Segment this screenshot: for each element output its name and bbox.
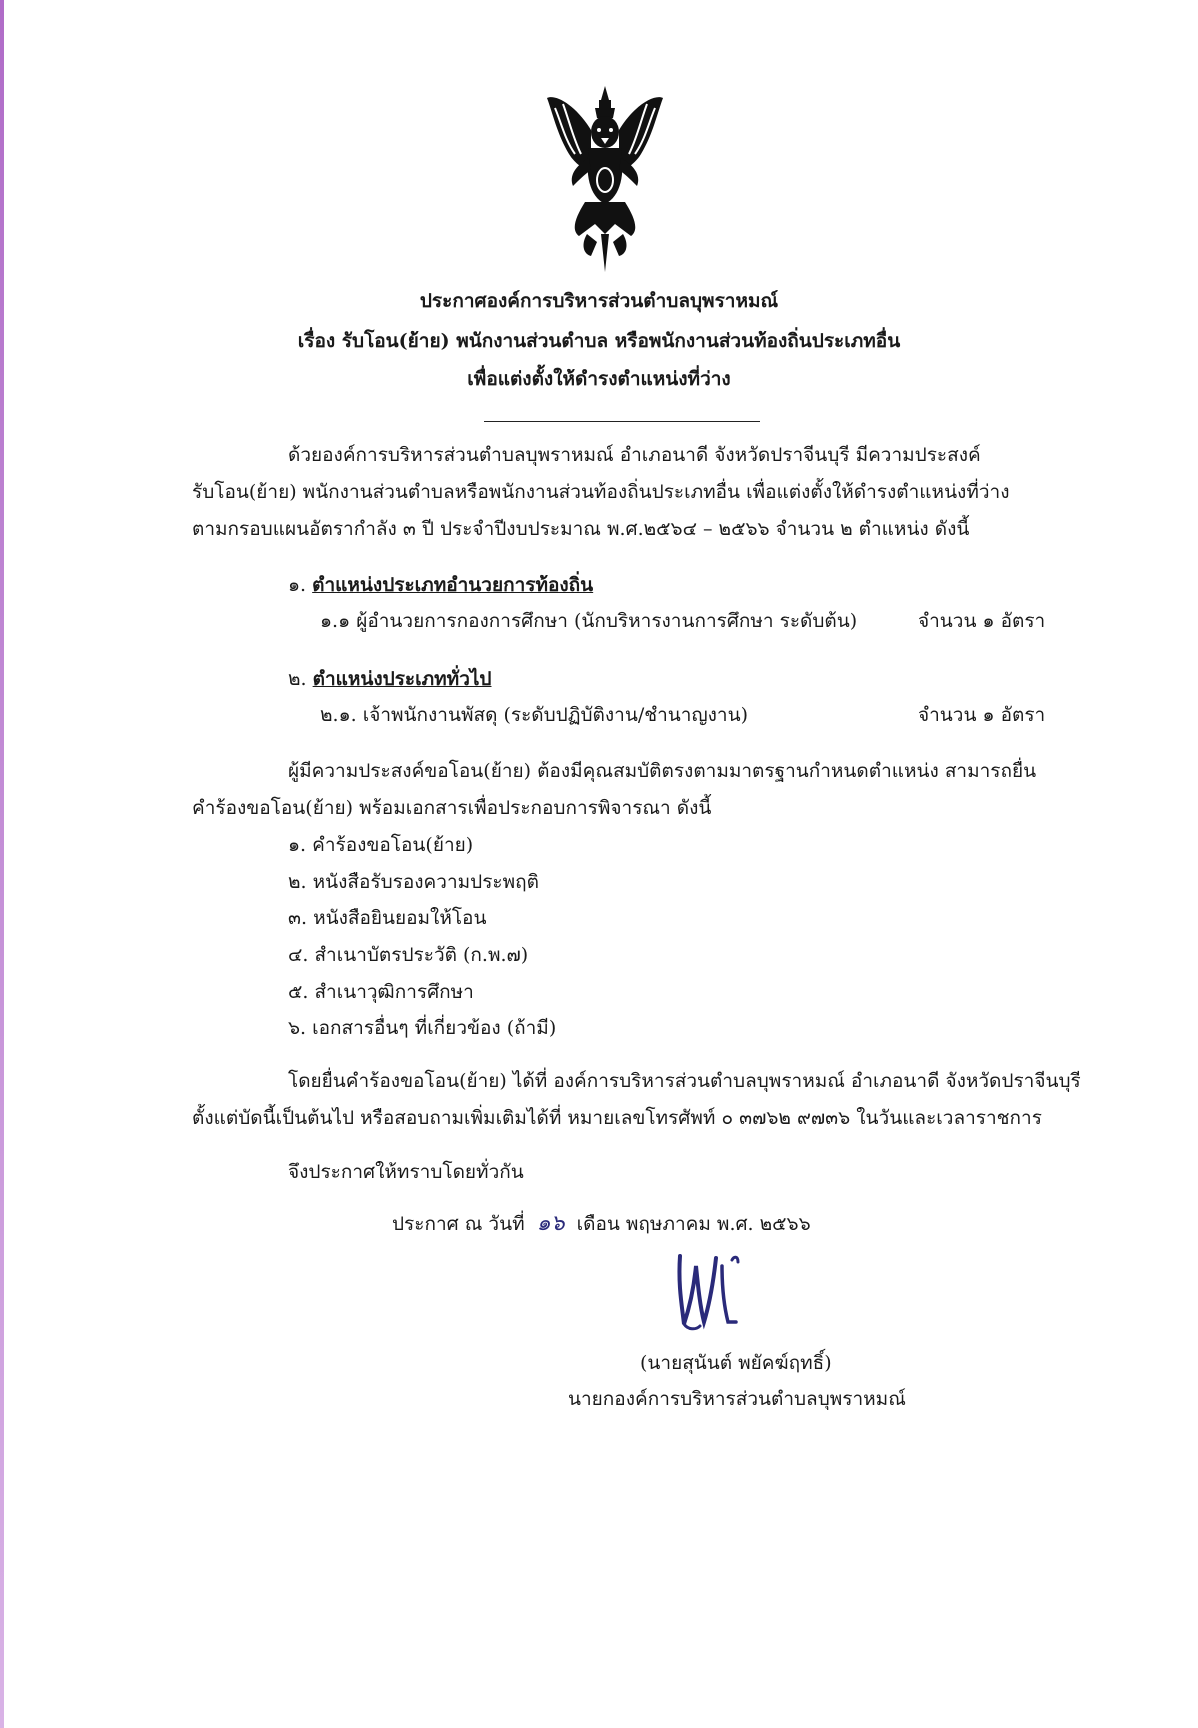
title-divider	[484, 421, 760, 422]
date-prefix: ประกาศ ณ วันที่	[392, 1213, 525, 1235]
date-day: ๑๖	[536, 1211, 565, 1236]
announcement-title: ประกาศองค์การบริหารส่วนตำบลบุพราหมณ์	[419, 290, 779, 312]
position-number: ๑.	[288, 574, 307, 596]
position-count: จำนวน ๑ อัตรา	[918, 610, 1046, 632]
position-heading: ตำแหน่งประเภทอำนวยการท้องถิ่น	[312, 574, 594, 596]
list-item: ๔. สำเนาบัตรประวัติ (ก.พ.๗)	[288, 944, 529, 966]
closing-statement: จึงประกาศให้ทราบโดยทั่วกัน	[288, 1161, 524, 1183]
date-suffix: เดือน พฤษภาคม พ.ศ. ๒๕๖๖	[576, 1213, 811, 1235]
signatory-name: (นายสุนันต์ พยัคฆ์ฤทธิ์)	[640, 1352, 832, 1374]
handwritten-signature	[670, 1236, 750, 1336]
requirements-line-2: คำร้องขอโอน(ย้าย) พร้อมเอกสารเพื่อประกอบการพิจารณา ดังนี้	[192, 797, 712, 819]
position-item: ๒.๑. เจ้าพนักงานพัสดุ (ระดับปฏิบัติงาน/ชำนาญงาน)	[320, 704, 748, 726]
requirements-line-1: ผู้มีความประสงค์ขอโอน(ย้าย) ต้องมีคุณสมบัติตรงตามมาตรฐานกำหนดตำแหน่ง สามารถยื่น	[288, 760, 1037, 782]
position-item: ๑.๑ ผู้อำนวยการกองการศึกษา (นักบริหารงานการศึกษา ระดับต้น)	[320, 610, 858, 632]
list-item: ๕. สำเนาวุฒิการศึกษา	[288, 981, 474, 1003]
announcement-subject-line2: เพื่อแต่งตั้งให้ดำรงตำแหน่งที่ว่าง	[467, 368, 731, 390]
garuda-emblem-icon	[545, 84, 665, 274]
list-item: ๓. หนังสือยินยอมให้โอน	[288, 907, 487, 929]
intro-line-1: ด้วยองค์การบริหารส่วนตำบลบุพราหมณ์ อำเภอนาดี จังหวัดปราจีนบุรี มีความประสงค์	[288, 444, 981, 466]
list-item: ๖. เอกสารอื่นๆ ที่เกี่ยวข้อง (ถ้ามี)	[288, 1017, 557, 1039]
announcement-subject: เรื่อง รับโอน(ย้าย) พนักงานส่วนตำบล หรือพนักงานส่วนท้องถิ่นประเภทอื่น	[297, 330, 901, 352]
submission-line-1: โดยยื่นคำร้องขอโอน(ย้าย) ได้ที่ องค์การบริหารส่วนตำบลบุพราหมณ์ อำเภอนาดี จังหวัดปราจีนบุรี	[288, 1070, 1081, 1092]
position-count: จำนวน ๑ อัตรา	[918, 704, 1046, 726]
submission-line-2: ตั้งแต่บัดนี้เป็นต้นไป หรือสอบถามเพิ่มเติมได้ที่ หมายเลขโทรศัพท์ ๐ ๓๗๖๒ ๙๗๓๖ ในวันและเวลาราชการ	[192, 1107, 1042, 1129]
position-group-1	[288, 570, 593, 600]
list-item: ๒. หนังสือรับรองความประพฤติ	[288, 871, 539, 893]
position-number: ๒.	[288, 668, 307, 690]
position-heading: ตำแหน่งประเภททั่วไป	[312, 668, 492, 690]
announcement-date	[392, 1205, 811, 1240]
signatory-title: นายกองค์การบริหารส่วนตำบลบุพราหมณ์	[568, 1388, 906, 1410]
list-item: ๑. คำร้องขอโอน(ย้าย)	[288, 834, 474, 856]
page-edge-tint	[0, 0, 4, 1728]
position-group-2	[288, 664, 492, 694]
intro-line-2: รับโอน(ย้าย) พนักงานส่วนตำบลหรือพนักงานส่วนท้องถิ่นประเภทอื่น เพื่อแต่งตั้งให้ดำรงตำแหน่งที่ว่าง	[192, 481, 1010, 503]
intro-line-3: ตามกรอบแผนอัตรากำลัง ๓ ปี ประจำปีงบประมาณ พ.ศ.๒๕๖๔ – ๒๕๖๖ จำนวน ๒ ตำแหน่ง ดังนี้	[192, 518, 970, 540]
